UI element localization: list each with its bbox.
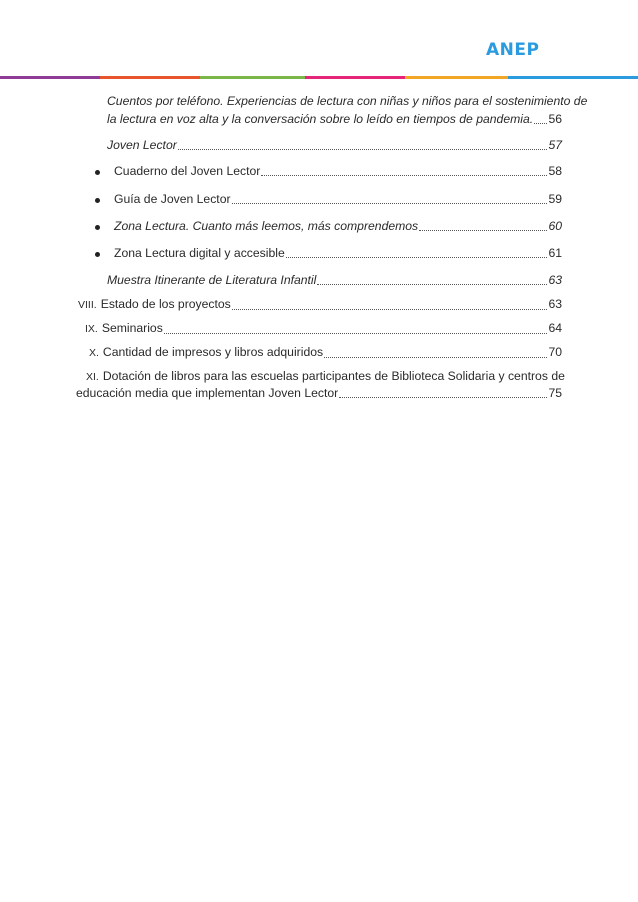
toc-page-number: 59	[548, 192, 562, 206]
toc-bullet-zona-digital[interactable]	[114, 245, 562, 262]
toc-page-number: 64	[548, 321, 562, 335]
toc-entry-text: Cantidad de impresos y libros adquiridos	[102, 345, 324, 359]
toc-page-number: 56	[548, 112, 562, 126]
toc-section-viii[interactable]	[78, 296, 562, 314]
toc-cuentos-line1[interactable]: Cuentos por teléfono. Experiencias de lectura con niñas y niños para el sostenimiento de	[107, 94, 588, 108]
bullet-icon	[95, 170, 100, 175]
toc-entry-text: Seminarios	[101, 321, 163, 335]
toc-entry-text: Zona Lectura. Cuanto más leemos, más comprendemos	[114, 219, 419, 233]
toc-page-number: 60	[548, 219, 562, 233]
color-stripe	[0, 76, 638, 79]
toc-page-number: 58	[548, 164, 562, 178]
toc-section-number: XI.	[86, 371, 99, 383]
stripe-orange	[100, 76, 200, 79]
toc-entry-text: educación media que implementan Joven Lector	[76, 386, 339, 400]
anep-logo: ANEP	[486, 40, 540, 60]
toc-section-ix[interactable]	[85, 320, 562, 338]
toc-entry-text: Muestra Itinerante de Literatura Infantil	[107, 273, 317, 287]
leader-dots	[324, 357, 547, 358]
leader-dots	[178, 149, 548, 150]
leader-dots	[534, 123, 547, 124]
toc-bullet-guia[interactable]	[114, 191, 562, 208]
toc-cuentos-line2[interactable]	[107, 111, 562, 128]
toc-page-number: 63	[548, 297, 562, 311]
bullet-icon	[95, 252, 100, 257]
leader-dots	[261, 175, 547, 176]
toc-section-x[interactable]	[89, 344, 562, 362]
leader-dots	[339, 397, 547, 398]
toc-page-number: 57	[548, 138, 562, 152]
leader-dots	[164, 333, 548, 334]
stripe-pink	[305, 76, 405, 79]
leader-dots	[317, 284, 547, 285]
toc-section-xi-line2[interactable]	[76, 385, 562, 402]
toc-section-xi-line1[interactable]	[86, 368, 565, 386]
toc-page-number: 75	[548, 386, 562, 400]
toc-bullet-zona-lectura[interactable]	[114, 218, 562, 235]
leader-dots	[419, 230, 547, 231]
toc-entry-text: Guía de Joven Lector	[114, 192, 231, 206]
toc-section-number: IX.	[85, 323, 98, 335]
leader-dots	[286, 257, 548, 258]
toc-entry-text: la lectura en voz alta y la conversación sobre lo leído en tiempos de pandemia.	[107, 112, 534, 126]
toc-entry-text: Zona Lectura digital y accesible	[114, 246, 285, 260]
bullet-icon	[95, 225, 100, 230]
toc-joven-lector[interactable]	[107, 137, 562, 154]
toc-section-number: VIII.	[78, 299, 97, 311]
toc-muestra-itinerante[interactable]	[107, 272, 562, 289]
stripe-purple	[0, 76, 100, 79]
toc-section-number: X.	[89, 347, 99, 359]
stripe-yellow	[405, 76, 508, 79]
leader-dots	[232, 309, 548, 310]
toc-entry-text: Dotación de libros para las escuelas participantes de Biblioteca Solidaria y centros de	[102, 369, 565, 383]
toc-page-number: 70	[548, 345, 562, 359]
toc-entry-text: Cuaderno del Joven Lector	[114, 164, 261, 178]
toc-entry-text: Joven Lector	[107, 138, 177, 152]
toc-entry-text: Estado de los proyectos	[100, 297, 231, 311]
toc-page-number: 63	[548, 273, 562, 287]
toc-bullet-cuaderno[interactable]	[114, 163, 562, 180]
stripe-blue	[508, 76, 638, 79]
leader-dots	[232, 203, 548, 204]
stripe-green	[200, 76, 305, 79]
bullet-icon	[95, 198, 100, 203]
toc-page-number: 61	[548, 246, 562, 260]
